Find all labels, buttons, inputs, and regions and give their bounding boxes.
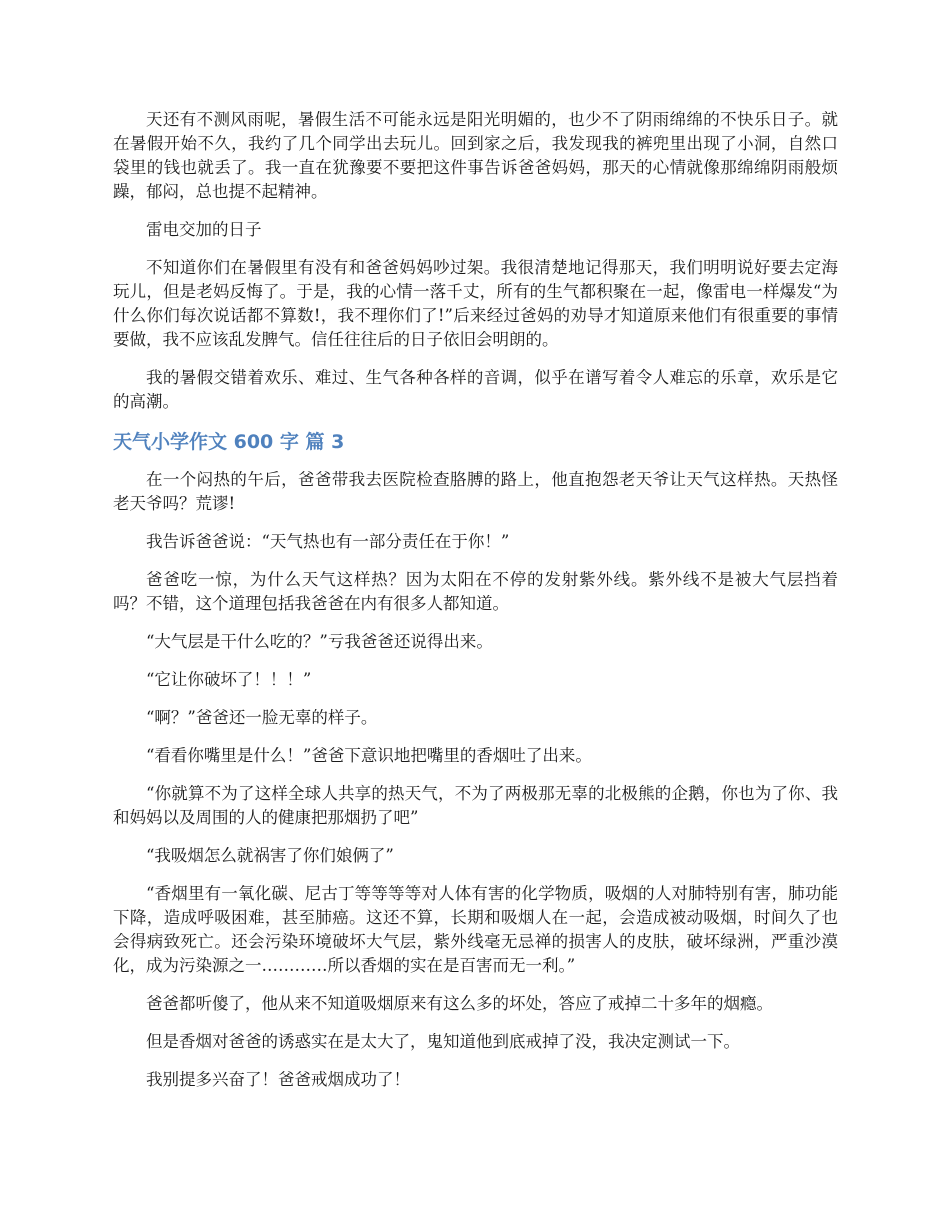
paragraph: “它让你破坏了！！！” (146, 670, 312, 689)
paragraph: 爸爸都听傻了，他从来不知道吸烟原来有这么多的坏处，答应了戒掉二十多年的烟瘾。 (146, 994, 773, 1013)
paragraph: 我告诉爸爸说：“天气热也有一部分责任在于你！” (146, 532, 510, 551)
document-page (113, 108, 838, 1106)
paragraph: 我别提多兴奋了！爸爸戒烟成功了！ (146, 1070, 410, 1089)
section-heading: 天气小学作文 600 字 篇 3 (113, 431, 345, 453)
paragraph: “啊？”爸爸还一脸无辜的样子。 (146, 708, 378, 727)
paragraph: “我吸烟怎么就祸害了你们娘俩了” (146, 846, 394, 865)
paragraph: 天还有不测风雨呢，暑假生活不可能永远是阳光明媚的，也少不了阴雨绵绵的不快乐日子。就在暑假开始不久，我约了几个同学出去玩儿。回到家之后，我发现我的裤兜里出现了小洞，自然口袋里的钱也就丢了。我一直在犹豫要不要把这件事告诉爸爸妈妈，那天的心情就像那绵绵阴雨般烦躁，郁闷，总也提不起精神。 (113, 110, 838, 201)
paragraph: 不知道你们在暑假里有没有和爸爸妈妈吵过架。我很清楚地记得那天，我们明明说好要去定海玩儿，但是老妈反悔了。于是，我的心情一落千丈，所有的生气都积聚在一起，像雷电一样爆发“为什么你们每次说话都不算数!，我不理你们了!”后来经过爸妈的劝导才知道原来他们有很重要的事情要做，我不应该乱发脾气。信任往往后的日子依旧会明朗的。 (113, 258, 838, 349)
paragraph: “香烟里有一氧化碳、尼古丁等等等等对人体有害的化学物质，吸烟的人对肺特别有害，肺功能下降，造成呼吸困难，甚至肺癌。这还不算，长期和吸烟人在一起，会造成被动吸烟，时间久了也会得病致死亡。还会污染环境破坏大气层，紫外线毫无忌禅的损害人的皮肤，破坏绿洲，严重沙漠化，成为污染源之一…………所以香烟的实在是百害而无一利。” (113, 884, 838, 975)
paragraph: “大气层是干什么吃的？”亏我爸爸还说得出来。 (146, 632, 493, 651)
paragraph: “看看你嘴里是什么！”爸爸下意识地把嘴里的香烟吐了出来。 (146, 746, 592, 765)
paragraph: 爸爸吃一惊，为什么天气这样热？因为太阳在不停的发射紫外线。紫外线不是被大气层挡着吗？不错，这个道理包括我爸爸在内有很多人都知道。 (113, 570, 838, 613)
subheading-paragraph: 雷电交加的日子 (146, 220, 262, 239)
paragraph: 在一个闷热的午后，爸爸带我去医院检查胳膊的路上，他直抱怨老天爷让天气这样热。天热怪老天爷吗？荒谬! (113, 470, 838, 513)
paragraph: 我的暑假交错着欢乐、难过、生气各种各样的音调，似乎在谱写着令人难忘的乐章，欢乐是它的高潮。 (113, 368, 838, 411)
paragraph: 但是香烟对爸爸的诱惑实在是太大了，鬼知道他到底戒掉了没，我决定测试一下。 (146, 1032, 740, 1051)
paragraph: “你就算不为了这样全球人共享的热天气，不为了两极那无辜的北极熊的企鹅，你也为了你、我和妈妈以及周围的人的健康把那烟扔了吧” (113, 784, 838, 827)
